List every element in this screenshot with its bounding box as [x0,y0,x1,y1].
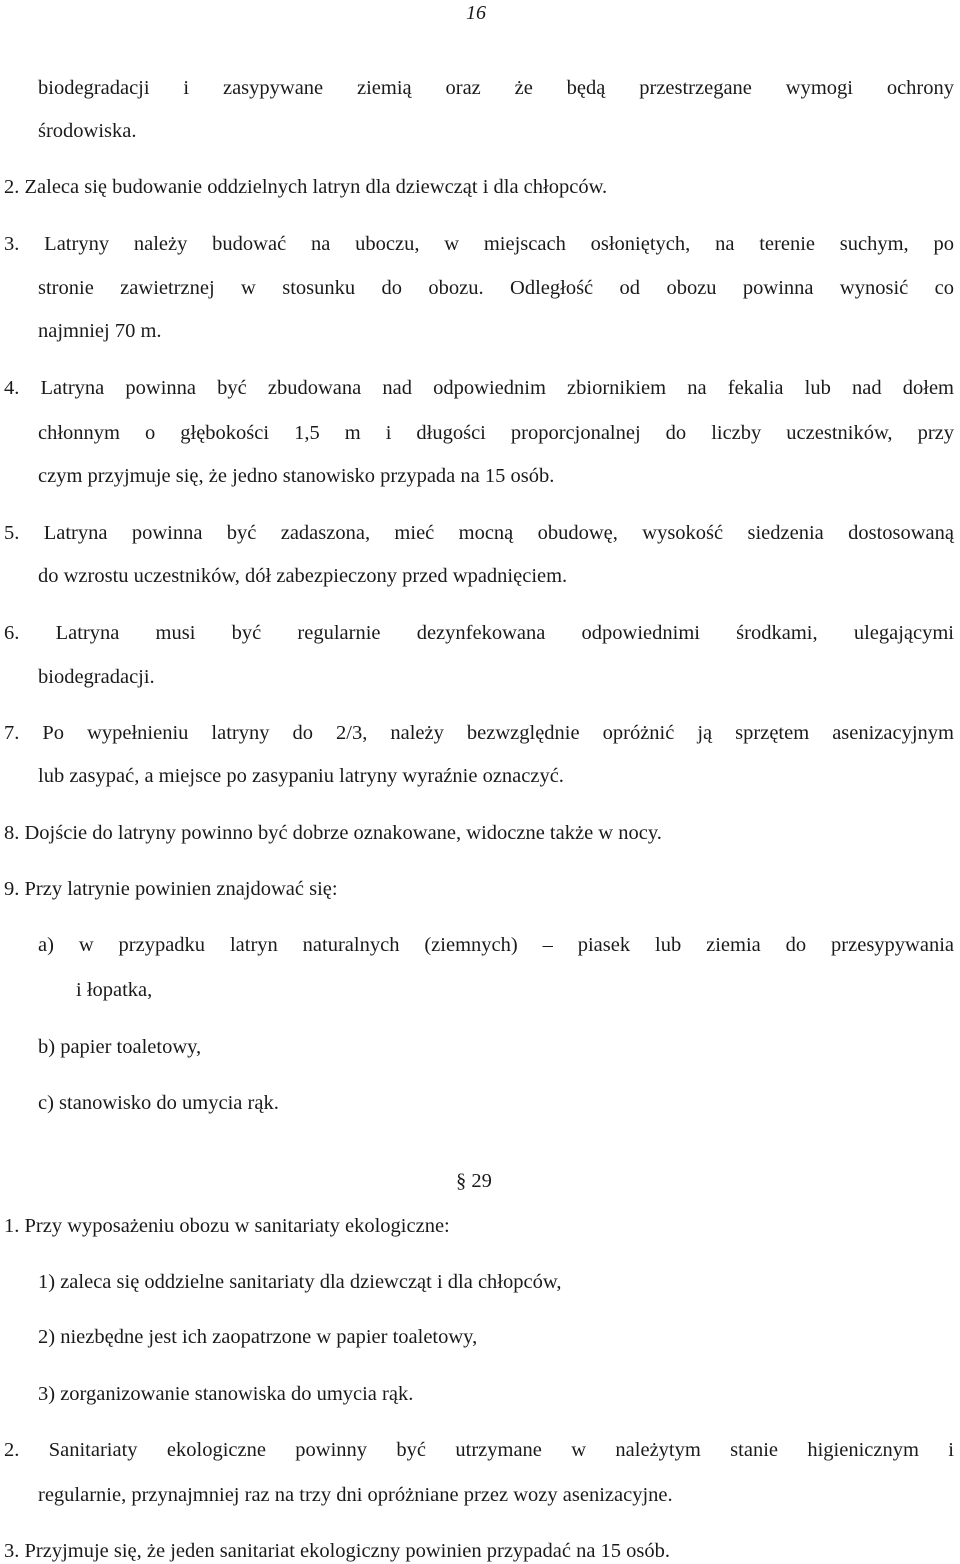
list-item-9: 9. Przy latrynie powinien znajdować się: [4,878,338,900]
sub-item-3: 3) zorganizowanie stanowiska do umycia rąk. [38,1383,414,1405]
list-item-2: 2. Zaleca się budowanie oddzielnych latryn dla dziewcząt i dla chłopców. [4,176,608,198]
list-item-8: 8. Dojście do latryny powinno być dobrze oznakowane, widoczne także w nocy. [4,822,662,844]
list-item-6: 6. Latryna musi być regularnie dezynfekowana odpowiednimi środkami, ulegającymi [4,622,954,644]
sub-item-b: b) papier toaletowy, [38,1036,202,1058]
section-heading: § 29 [456,1170,492,1192]
list-item-5: 5. Latryna powinna być zadaszona, mieć mocną obudowę, wysokość siedzenia dostosowaną [4,522,954,544]
list-item-3: 3. Przyjmuje się, że jeden sanitariat ekologiczny powinien przypadać na 15 osób. [4,1540,671,1562]
list-item-2: 2. Sanitariaty ekologiczne powinny być utrzymane w należytym stanie higienicznym i [4,1439,954,1461]
text-line: biodegradacji. [38,666,155,688]
text-line: najmniej 70 m. [38,320,162,342]
text-line: czym przyjmuje się, że jedno stanowisko przypada na 15 osób. [38,465,555,487]
text-line: i łopatka, [76,979,153,1001]
text-line: chłonnym o głębokości 1,5 m i długości proporcjonalnej do liczby uczestników, przy [38,422,954,444]
text-line: regularnie, przynajmniej raz na trzy dni opróżniane przez wozy asenizacyjne. [38,1484,673,1506]
sub-item-c: c) stanowisko do umycia rąk. [38,1092,279,1114]
list-item-3: 3. Latryny należy budować na uboczu, w miejscach osłoniętych, na terenie suchym, po [4,233,954,255]
page-number: 16 [466,2,486,24]
list-item-4: 4. Latryna powinna być zbudowana nad odpowiednim zbiornikiem na fekalia lub nad dołem [4,377,954,399]
sub-item-1: 1) zaleca się oddzielne sanitariaty dla dziewcząt i dla chłopców, [38,1271,562,1293]
list-item-7: 7. Po wypełnieniu latryny do 2/3, należy bezwzględnie opróżnić ją sprzętem asenizacyjnym [4,722,954,744]
text-line: lub zasypać, a miejsce po zasypaniu latryny wyraźnie oznaczyć. [38,765,564,787]
text-line: biodegradacji i zasypywane ziemią oraz że będą przestrzegane wymogi ochrony [38,77,954,99]
text-line: środowiska. [38,120,137,142]
text-line: do wzrostu uczestników, dół zabezpieczony przed wpadnięciem. [38,565,568,587]
text-line: stronie zawietrznej w stosunku do obozu. Odległość od obozu powinna wynosić co [38,277,954,299]
list-item-1: 1. Przy wyposażeniu obozu w sanitariaty ekologiczne: [4,1215,450,1237]
sub-item-2: 2) niezbędne jest ich zaopatrzone w papier toaletowy, [38,1326,478,1348]
sub-item-a: a) w przypadku latryn naturalnych (ziemnych) – piasek lub ziemia do przesypywania [38,934,954,956]
